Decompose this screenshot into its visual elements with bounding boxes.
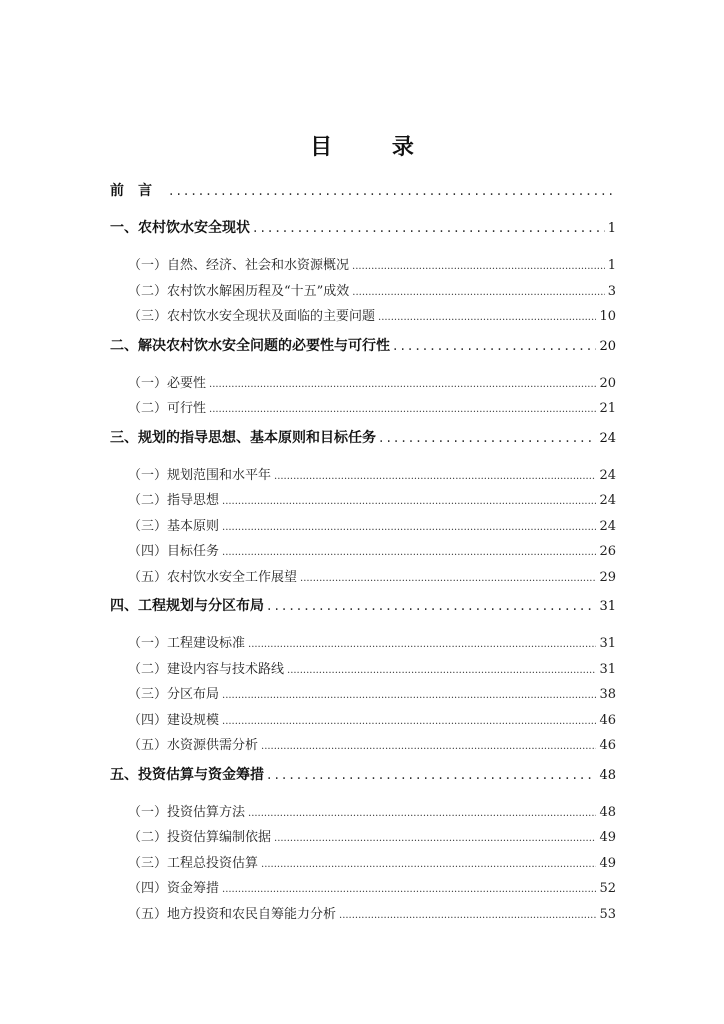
toc-entry-title: （三）工程总投资估算 bbox=[128, 855, 259, 871]
toc-entry-title: 四、工程规划与分区布局 bbox=[110, 598, 264, 614]
dot-leader bbox=[222, 690, 596, 701]
toc-entry-page: 26 bbox=[599, 544, 616, 559]
toc-section-entry[interactable] bbox=[110, 305, 616, 331]
dot-leader bbox=[253, 220, 605, 236]
toc-entry-page: 24 bbox=[599, 518, 616, 534]
toc-entry-title: （五）地方投资和农民自筹能力分析 bbox=[128, 906, 337, 922]
toc-entry-title: （四）目标任务 bbox=[128, 544, 220, 559]
toc-section-entry[interactable] bbox=[110, 566, 616, 592]
toc-entry-title: （三）基本原则 bbox=[128, 518, 220, 534]
toc-section-entry[interactable] bbox=[110, 515, 616, 541]
page-title: 目 录 bbox=[310, 135, 440, 160]
dot-leader bbox=[379, 430, 596, 446]
toc-entry-page: 49 bbox=[599, 830, 616, 845]
dot-leader bbox=[261, 741, 596, 752]
dot-leader bbox=[267, 598, 596, 614]
toc-entry-title: （四）建设规模 bbox=[128, 712, 220, 728]
toc-entry-page: 24 bbox=[599, 493, 616, 508]
toc-entry-title: （二）投资估算编制依据 bbox=[128, 830, 272, 845]
toc-section-entry[interactable] bbox=[110, 489, 616, 515]
dot-leader bbox=[169, 183, 613, 199]
toc-entry-title: （一）必要性 bbox=[128, 375, 207, 391]
toc-entry-title: 五、投资估算与资金筹措 bbox=[110, 766, 264, 783]
toc-entry-page: 48 bbox=[599, 767, 616, 783]
toc-section-entry[interactable] bbox=[110, 540, 616, 566]
toc-chapter-entry[interactable] bbox=[110, 427, 616, 452]
toc-entry-title: （一）自然、经济、社会和水资源概况 bbox=[128, 258, 350, 273]
toc-entry-page: 24 bbox=[599, 467, 616, 483]
toc-section-entry[interactable] bbox=[110, 852, 616, 878]
toc-entry-page: 3 bbox=[607, 283, 616, 299]
toc-entry-page: 46 bbox=[599, 712, 616, 728]
toc-entry-page: 38 bbox=[599, 687, 616, 702]
toc-entry-title: （三）农村饮水安全现状及面临的主要问题 bbox=[128, 309, 376, 324]
toc-entry-title: （四）资金筹措 bbox=[128, 881, 220, 896]
toc-section-entry[interactable] bbox=[110, 254, 616, 280]
toc-entry-page: 46 bbox=[599, 738, 616, 753]
toc-section-entry[interactable] bbox=[110, 877, 616, 903]
toc-entry-page: 31 bbox=[599, 661, 616, 677]
toc-entry-title: 前言 bbox=[110, 183, 166, 199]
toc-section-entry[interactable] bbox=[110, 734, 616, 760]
dot-leader bbox=[274, 471, 596, 482]
toc-entry-title: （一）投资估算方法 bbox=[128, 804, 246, 820]
dot-leader bbox=[352, 261, 605, 272]
toc-chapter-entry[interactable] bbox=[110, 595, 616, 620]
toc-section-entry[interactable] bbox=[110, 658, 616, 684]
dot-leader bbox=[287, 665, 596, 676]
toc-entry-page: 29 bbox=[599, 569, 616, 585]
dot-leader bbox=[222, 547, 596, 558]
toc-chapter-entry[interactable] bbox=[110, 217, 616, 242]
toc-entry-page: 52 bbox=[599, 881, 616, 896]
toc-section-entry[interactable] bbox=[110, 464, 616, 490]
toc-section-entry[interactable] bbox=[110, 801, 616, 827]
table-of-contents bbox=[110, 176, 616, 928]
toc-entry-page: 31 bbox=[599, 599, 616, 614]
toc-entry-page: 24 bbox=[599, 430, 616, 446]
toc-entry-title: （一）工程建设标准 bbox=[128, 636, 246, 651]
toc-entry-title: （二）可行性 bbox=[128, 401, 207, 416]
toc-entry-page: 21 bbox=[599, 401, 616, 416]
toc-entry-page: 53 bbox=[599, 906, 616, 922]
dot-leader bbox=[222, 522, 596, 533]
dot-leader bbox=[300, 573, 596, 584]
dot-leader bbox=[222, 884, 596, 895]
toc-section-entry[interactable] bbox=[110, 280, 616, 306]
toc-entry-title: （三）分区布局 bbox=[128, 687, 220, 702]
dot-leader bbox=[209, 404, 596, 415]
toc-entry-title: 三、规划的指导思想、基本原则和目标任务 bbox=[110, 429, 376, 446]
toc-entry-title: 一、农村饮水安全现状 bbox=[110, 220, 250, 236]
toc-section-entry[interactable] bbox=[110, 903, 616, 929]
dot-leader bbox=[339, 910, 596, 921]
dot-leader bbox=[222, 496, 596, 507]
toc-section-entry[interactable] bbox=[110, 709, 616, 735]
dot-leader bbox=[393, 338, 596, 354]
toc-entry-page: 49 bbox=[599, 855, 616, 871]
dot-leader bbox=[378, 312, 596, 323]
toc-entry-title: （五）农村饮水安全工作展望 bbox=[128, 569, 298, 585]
toc-entry-page: 31 bbox=[599, 636, 616, 651]
dot-leader bbox=[274, 833, 596, 844]
toc-entry-title: （二）建设内容与技术路线 bbox=[128, 661, 285, 677]
toc-section-entry[interactable] bbox=[110, 683, 616, 709]
dot-leader bbox=[267, 767, 596, 783]
toc-entry-title: （二）指导思想 bbox=[128, 493, 220, 508]
dot-leader bbox=[209, 379, 596, 390]
toc-chapter-entry[interactable] bbox=[110, 335, 616, 360]
dot-leader bbox=[261, 859, 596, 870]
toc-entry-page: 1 bbox=[607, 221, 616, 236]
toc-entry-page: 10 bbox=[599, 309, 616, 324]
toc-section-entry[interactable] bbox=[110, 372, 616, 398]
toc-section-entry[interactable] bbox=[110, 632, 616, 658]
dot-leader bbox=[248, 808, 596, 819]
dot-leader bbox=[248, 639, 596, 650]
toc-entry-title: 二、解决农村饮水安全问题的必要性与可行性 bbox=[110, 337, 390, 354]
toc-chapter-entry[interactable] bbox=[110, 764, 616, 789]
toc-entry-title: （二）农村饮水解困历程及“十五”成效 bbox=[128, 283, 350, 299]
toc-entry-page: 20 bbox=[599, 375, 616, 391]
toc-section-entry[interactable] bbox=[110, 826, 616, 852]
toc-entry-page: 1 bbox=[607, 258, 616, 273]
toc-entry-page: 20 bbox=[599, 338, 616, 354]
toc-entry-title: （五）水资源供需分析 bbox=[128, 738, 259, 753]
toc-section-entry[interactable] bbox=[110, 397, 616, 423]
dot-leader bbox=[222, 716, 596, 727]
toc-chapter-entry[interactable] bbox=[110, 180, 616, 205]
dot-leader bbox=[352, 287, 604, 298]
toc-entry-title: （一）规划范围和水平年 bbox=[128, 467, 272, 483]
toc-entry-page: 48 bbox=[599, 804, 616, 820]
